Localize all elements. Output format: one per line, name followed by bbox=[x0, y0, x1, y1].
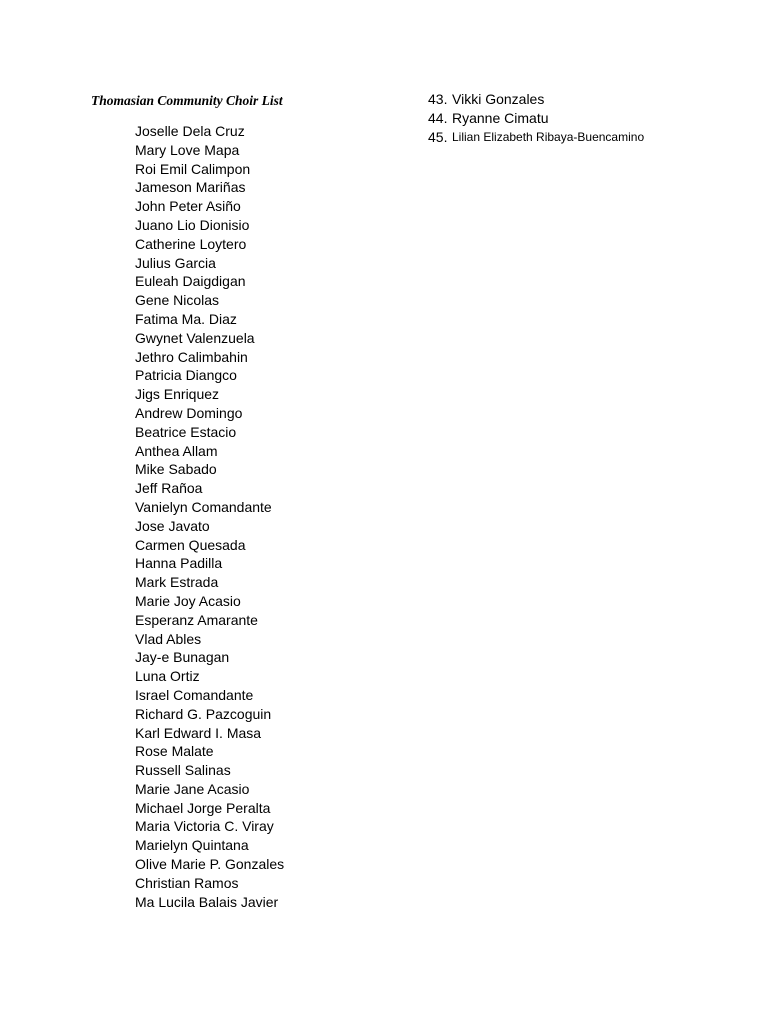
member-list-item bbox=[0, 404, 420, 423]
member-list-item bbox=[0, 442, 420, 461]
member-name: Maria Victoria C. Viray bbox=[135, 818, 274, 835]
member-name: Patricia Diangco bbox=[135, 367, 237, 384]
member-list-item bbox=[0, 817, 420, 836]
member-name: Juano Lio Dionisio bbox=[135, 216, 250, 233]
member-list-item bbox=[0, 780, 420, 799]
member-list-item bbox=[0, 423, 420, 442]
member-number: 44. bbox=[428, 109, 448, 126]
member-list-item bbox=[0, 160, 420, 179]
member-name: Vlad Ables bbox=[135, 630, 202, 647]
member-list-item bbox=[0, 366, 420, 385]
member-name: Ryanne Cimatu bbox=[452, 109, 549, 126]
member-name: Euleah Daigdigan bbox=[135, 273, 246, 290]
member-list-item bbox=[0, 460, 420, 479]
member-list-item bbox=[0, 874, 420, 893]
member-list-item bbox=[0, 291, 420, 310]
member-name: Karl Edward I. Masa bbox=[135, 724, 262, 741]
member-list-item bbox=[0, 648, 420, 667]
member-name: Jigs Enriquez bbox=[135, 386, 220, 403]
member-name: Gwynet Valenzuela bbox=[135, 329, 255, 346]
member-name: Rose Malate bbox=[135, 743, 214, 760]
member-list-item bbox=[0, 893, 420, 912]
member-list-item bbox=[0, 554, 420, 573]
member-list-item bbox=[0, 479, 420, 498]
member-list-item bbox=[0, 90, 768, 109]
member-list-item bbox=[0, 178, 420, 197]
member-list-item bbox=[0, 855, 420, 874]
member-name: John Peter Asiño bbox=[135, 198, 241, 215]
member-list-item bbox=[0, 216, 420, 235]
member-list-column-right bbox=[0, 90, 768, 146]
member-name: Vikki Gonzales bbox=[452, 91, 545, 107]
member-list-item bbox=[0, 329, 420, 348]
member-list-item bbox=[0, 348, 420, 367]
member-name: Jethro Calimbahin bbox=[135, 348, 248, 365]
member-list-item bbox=[0, 667, 420, 686]
member-list-item bbox=[0, 517, 420, 536]
member-list-item bbox=[0, 235, 420, 254]
member-name: Carmen Quesada bbox=[135, 536, 246, 553]
member-list-item bbox=[0, 536, 420, 555]
member-number: 43. bbox=[428, 91, 448, 107]
member-list-item bbox=[0, 742, 420, 761]
member-name: Jay-e Bunagan bbox=[135, 649, 230, 666]
member-name: Joselle Dela Cruz bbox=[135, 123, 245, 139]
member-list-item bbox=[0, 197, 420, 216]
member-list-item bbox=[0, 799, 420, 818]
member-name: Ma Lucila Balais Javier bbox=[135, 893, 279, 910]
member-list-item bbox=[0, 385, 420, 404]
member-name: Mark Estrada bbox=[135, 574, 219, 591]
member-list-item bbox=[0, 724, 420, 743]
member-list-item bbox=[0, 573, 420, 592]
member-list-item bbox=[0, 836, 420, 855]
member-list-item bbox=[0, 272, 420, 291]
member-name: Fatima Ma. Diaz bbox=[135, 310, 237, 327]
member-name: Jameson Mariñas bbox=[135, 179, 246, 196]
member-name: Hanna Padilla bbox=[135, 555, 223, 572]
member-name: Luna Ortiz bbox=[135, 668, 200, 685]
member-name: Lilian Elizabeth Ribaya-Buencamino bbox=[452, 129, 645, 144]
member-name: Anthea Allam bbox=[135, 442, 218, 459]
member-list-item bbox=[0, 310, 420, 329]
member-name: Marielyn Quintana bbox=[135, 837, 249, 854]
member-list-item bbox=[0, 254, 420, 273]
member-list-item bbox=[0, 498, 420, 517]
member-name: Beatrice Estacio bbox=[135, 423, 237, 440]
member-list-item bbox=[0, 761, 420, 780]
member-name: Gene Nicolas bbox=[135, 292, 220, 309]
member-number: 45. bbox=[428, 128, 448, 145]
member-list-item bbox=[0, 630, 420, 649]
member-name: Richard G. Pazcoguin bbox=[135, 705, 272, 722]
member-list-item bbox=[0, 686, 420, 705]
member-name: Roi Emil Calimpon bbox=[135, 160, 251, 177]
member-name: Mary Love Mapa bbox=[135, 141, 240, 158]
member-name: Marie Joy Acasio bbox=[135, 592, 241, 609]
member-list-item bbox=[0, 705, 420, 724]
member-list-item bbox=[0, 592, 420, 611]
member-name: Jose Javato bbox=[135, 517, 210, 534]
member-name: Julius Garcia bbox=[135, 254, 216, 271]
member-name: Mike Sabado bbox=[135, 461, 217, 478]
member-name: Esperanz Amarante bbox=[135, 611, 258, 628]
member-name: Jeff Rañoa bbox=[135, 480, 203, 497]
member-list-item bbox=[0, 109, 768, 128]
member-name: Christian Ramos bbox=[135, 874, 239, 891]
member-name: Marie Jane Acasio bbox=[135, 780, 250, 797]
member-list-column-left bbox=[0, 122, 420, 911]
member-list-item bbox=[0, 128, 768, 147]
member-name: Russell Salinas bbox=[135, 762, 231, 779]
member-name: Michael Jorge Peralta bbox=[135, 799, 271, 816]
member-name: Olive Marie P. Gonzales bbox=[135, 856, 285, 873]
member-list-item bbox=[0, 611, 420, 630]
member-name: Israel Comandante bbox=[135, 686, 254, 703]
member-name: Andrew Domingo bbox=[135, 404, 243, 421]
member-name: Vanielyn Comandante bbox=[135, 498, 272, 515]
member-name: Catherine Loytero bbox=[135, 235, 247, 252]
document-title: Thomasian Community Choir List bbox=[91, 93, 283, 108]
